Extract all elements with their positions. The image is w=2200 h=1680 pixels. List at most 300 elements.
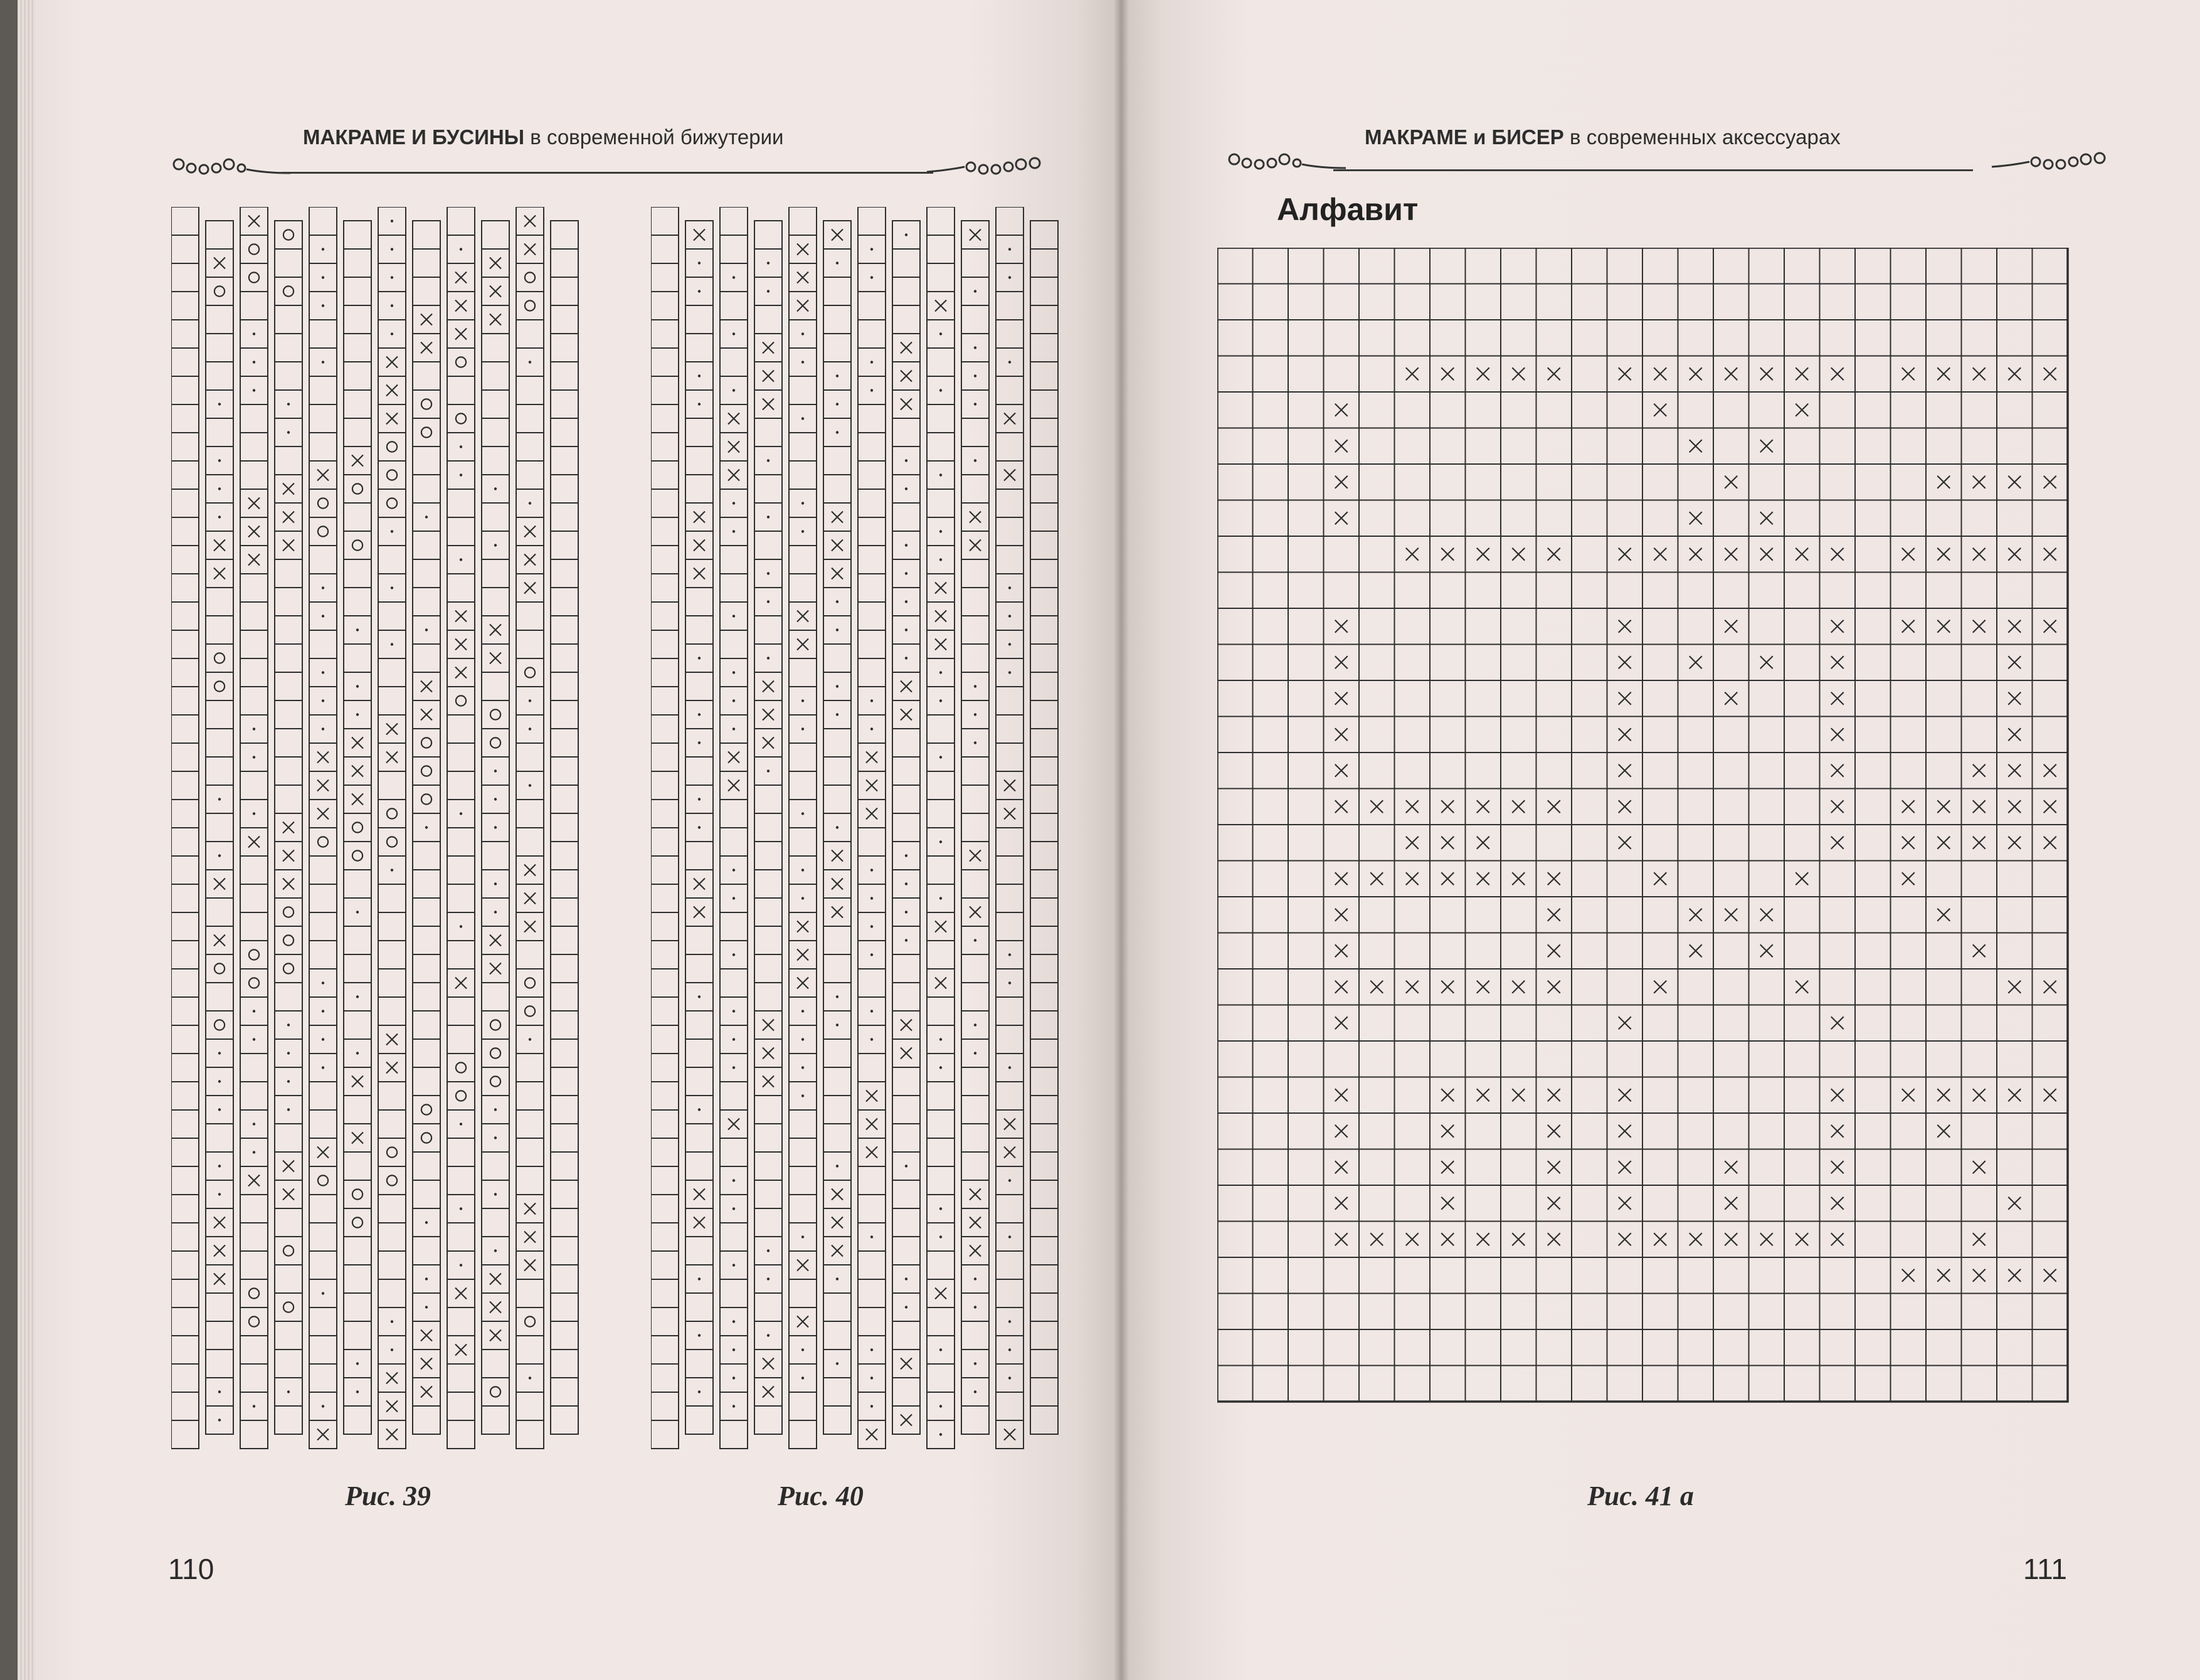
ring-mark xyxy=(214,653,225,663)
cross-mark xyxy=(1619,692,1631,705)
ring-mark xyxy=(456,1091,466,1101)
figure-39-pattern xyxy=(171,207,585,1467)
cross-mark xyxy=(1973,476,1986,489)
dot-mark xyxy=(732,1376,735,1379)
cross-mark xyxy=(490,1274,501,1285)
cross-mark xyxy=(763,1076,774,1087)
cross-mark xyxy=(1477,1233,1489,1245)
dot-mark xyxy=(732,530,735,532)
dot-mark xyxy=(836,262,838,264)
cross-mark xyxy=(935,921,946,932)
cross-mark xyxy=(1548,800,1560,813)
dot-mark xyxy=(391,304,393,307)
dot-mark xyxy=(870,1376,873,1379)
dot-mark xyxy=(767,769,769,772)
cross-mark xyxy=(1512,548,1525,561)
cross-mark xyxy=(1902,620,1915,633)
pattern-column xyxy=(754,221,782,1434)
cross-mark xyxy=(1619,1233,1631,1245)
ring-mark xyxy=(249,949,259,959)
cross-mark xyxy=(763,709,774,721)
dot-mark xyxy=(801,699,804,702)
ring-mark xyxy=(352,540,362,550)
cross-mark xyxy=(2044,620,2056,633)
dot-mark xyxy=(460,445,462,448)
cross-mark xyxy=(1795,872,1808,885)
dot-mark xyxy=(939,473,942,476)
dot-mark xyxy=(870,361,873,363)
cross-mark xyxy=(1335,1161,1348,1173)
dot-mark xyxy=(836,995,838,998)
pattern-column xyxy=(240,207,268,1449)
dot-mark xyxy=(698,995,701,998)
dot-mark xyxy=(391,643,393,645)
dot-mark xyxy=(253,1010,255,1012)
dot-mark xyxy=(253,332,255,335)
cross-mark xyxy=(797,611,808,622)
cross-mark xyxy=(901,1048,912,1059)
cross-mark xyxy=(1335,800,1348,813)
page-edges xyxy=(18,0,35,1680)
cross-mark xyxy=(214,540,225,551)
dot-mark xyxy=(460,1207,462,1210)
ring-mark xyxy=(249,978,259,988)
cross-mark xyxy=(797,272,808,283)
dot-mark xyxy=(1008,361,1011,363)
dot-mark xyxy=(939,1066,942,1069)
cross-mark xyxy=(1831,1089,1844,1101)
dot-mark xyxy=(698,403,701,405)
cross-mark xyxy=(1335,909,1348,921)
dot-mark xyxy=(218,1080,221,1082)
cross-mark xyxy=(1973,620,1986,633)
dot-mark xyxy=(801,1235,804,1238)
cross-mark xyxy=(1512,800,1525,813)
section-title: Алфавит xyxy=(1277,192,1419,227)
cross-mark xyxy=(1335,440,1348,452)
dot-mark xyxy=(425,515,428,518)
left-page-number: 110 xyxy=(168,1553,214,1585)
dot-mark xyxy=(939,1348,942,1351)
dot-mark xyxy=(939,1038,942,1040)
ring-mark xyxy=(456,695,466,705)
cross-mark xyxy=(1937,476,1950,489)
dot-mark xyxy=(253,1405,255,1407)
cross-mark xyxy=(352,1133,363,1144)
cross-mark xyxy=(1441,1125,1454,1138)
cross-mark xyxy=(1512,1089,1525,1101)
dot-mark xyxy=(905,1277,907,1280)
dot-mark xyxy=(218,459,221,462)
cross-mark xyxy=(1406,1233,1419,1245)
dot-mark xyxy=(870,1235,873,1238)
dot-mark xyxy=(974,1362,976,1365)
cross-mark xyxy=(1335,764,1348,777)
cross-mark xyxy=(1690,656,1702,668)
dot-mark xyxy=(905,1165,907,1167)
cross-mark xyxy=(970,1217,981,1228)
cross-mark xyxy=(524,526,536,537)
ring-mark xyxy=(456,1062,466,1072)
cross-mark xyxy=(2008,1269,2021,1282)
dot-mark xyxy=(767,459,769,462)
cross-mark xyxy=(283,1161,294,1172)
cross-mark xyxy=(763,342,774,354)
cross-mark xyxy=(1760,1233,1773,1245)
cross-mark xyxy=(2008,1089,2021,1101)
dot-mark xyxy=(836,431,838,433)
cross-mark xyxy=(1477,981,1489,993)
cross-mark xyxy=(901,1020,912,1031)
dot-mark xyxy=(870,1405,873,1407)
dot-mark xyxy=(287,1052,290,1054)
cross-mark xyxy=(1335,981,1348,993)
ring-mark xyxy=(318,1175,328,1185)
pattern-column xyxy=(789,207,817,1449)
cross-mark xyxy=(1690,367,1702,380)
cross-mark xyxy=(1725,692,1737,705)
dot-mark xyxy=(698,262,701,264)
dot-mark xyxy=(1008,671,1011,674)
dot-mark xyxy=(836,600,838,603)
cross-mark xyxy=(1831,548,1844,561)
dot-mark xyxy=(870,925,873,927)
ring-mark xyxy=(249,272,259,282)
cross-mark xyxy=(935,583,946,594)
dot-mark xyxy=(391,276,393,278)
cross-mark xyxy=(386,1062,398,1074)
ring-mark xyxy=(421,737,431,748)
left-page xyxy=(18,0,1120,1680)
cross-mark xyxy=(1548,909,1560,921)
figure-41a-alphabet-grid xyxy=(1217,248,2095,1449)
cross-mark xyxy=(317,752,329,763)
cross-mark xyxy=(1512,1233,1525,1245)
ring-mark xyxy=(283,1302,294,1312)
dot-mark xyxy=(905,1306,907,1308)
cross-mark xyxy=(1831,800,1844,813)
cross-mark xyxy=(1795,1233,1808,1245)
cross-mark xyxy=(1512,981,1525,993)
cross-mark xyxy=(1004,1147,1015,1158)
cross-mark xyxy=(2008,620,2021,633)
cross-mark xyxy=(524,216,536,227)
cross-mark xyxy=(1831,1197,1844,1210)
ring-mark xyxy=(352,1217,362,1227)
dot-mark xyxy=(732,953,735,956)
dot-mark xyxy=(974,403,976,405)
ring-mark xyxy=(525,272,535,282)
cross-mark xyxy=(1690,440,1702,452)
dot-mark xyxy=(425,628,428,631)
cross-mark xyxy=(1477,872,1489,885)
cross-mark xyxy=(832,1217,843,1228)
dot-mark xyxy=(939,1235,942,1238)
cross-mark xyxy=(1831,692,1844,705)
dot-mark xyxy=(356,628,359,631)
cross-mark xyxy=(1831,367,1844,380)
cross-mark xyxy=(1654,548,1666,561)
ring-mark xyxy=(421,1104,431,1114)
cross-mark xyxy=(1548,1125,1560,1138)
cross-mark xyxy=(728,752,739,763)
dot-mark xyxy=(836,826,838,828)
right-running-head xyxy=(1365,125,1841,149)
dot-mark xyxy=(253,1123,255,1125)
cross-mark xyxy=(386,1373,398,1384)
cross-mark xyxy=(1725,476,1737,489)
ring-mark xyxy=(421,794,431,804)
cross-mark xyxy=(728,413,739,425)
dot-mark xyxy=(836,374,838,377)
cross-mark xyxy=(901,399,912,410)
dot-mark xyxy=(732,1207,735,1210)
cross-mark xyxy=(2044,1269,2056,1282)
cross-mark xyxy=(1004,413,1015,425)
cross-mark xyxy=(1548,367,1560,380)
cross-mark xyxy=(2044,1089,2056,1101)
dot-mark xyxy=(253,756,255,758)
ring-mark xyxy=(490,1387,500,1397)
cross-mark xyxy=(1370,981,1383,993)
cross-mark xyxy=(1619,800,1631,813)
ring-mark xyxy=(490,1048,500,1058)
dot-mark xyxy=(218,515,221,518)
cross-mark xyxy=(283,540,294,551)
left-ornament-end-icon xyxy=(921,151,1046,182)
ring-mark xyxy=(421,399,431,409)
cross-mark xyxy=(866,808,877,820)
dot-mark xyxy=(322,699,324,702)
pattern-column xyxy=(516,207,544,1449)
cross-mark xyxy=(1760,512,1773,524)
cross-mark xyxy=(1725,1197,1737,1210)
dot-mark xyxy=(494,544,497,546)
dot-mark xyxy=(494,882,497,885)
cross-mark xyxy=(524,893,536,904)
cross-mark xyxy=(455,978,467,989)
dot-mark xyxy=(870,699,873,702)
cross-mark xyxy=(1831,620,1844,633)
dot-mark xyxy=(870,1038,873,1040)
dot-mark xyxy=(870,1010,873,1012)
dot-mark xyxy=(322,1405,324,1407)
dot-mark xyxy=(356,1390,359,1393)
cross-mark xyxy=(1477,800,1489,813)
cross-mark xyxy=(1335,512,1348,524)
cross-mark xyxy=(832,568,843,579)
left-ornament-start-icon xyxy=(171,151,297,182)
dot-mark xyxy=(974,1052,976,1054)
cross-mark xyxy=(866,1147,877,1158)
dot-mark xyxy=(322,1066,324,1069)
cross-mark xyxy=(1619,620,1631,633)
cross-mark xyxy=(728,470,739,481)
cross-mark xyxy=(1973,944,1986,957)
cross-mark xyxy=(1335,620,1348,633)
dot-mark xyxy=(870,869,873,871)
dot-mark xyxy=(698,657,701,659)
cross-mark xyxy=(970,230,981,241)
caption-figure-39: Рис. 39 xyxy=(345,1481,431,1511)
dot-mark xyxy=(905,487,907,490)
cross-mark xyxy=(386,357,398,368)
dot-mark xyxy=(529,784,531,786)
cross-mark xyxy=(455,272,467,283)
dot-mark xyxy=(322,248,324,250)
cross-mark xyxy=(421,314,432,325)
dot-mark xyxy=(698,713,701,716)
pattern-column xyxy=(309,207,337,1449)
dot-mark xyxy=(767,515,769,518)
cross-mark xyxy=(694,540,705,551)
cross-mark xyxy=(832,879,843,890)
cross-mark xyxy=(1973,800,1986,813)
dot-mark xyxy=(698,798,701,800)
cross-mark xyxy=(797,639,808,650)
dot-mark xyxy=(425,1306,428,1308)
ring-mark xyxy=(525,300,535,310)
gutter-shadow xyxy=(1114,0,1129,1680)
pattern-column xyxy=(171,207,199,1449)
cross-mark xyxy=(386,1401,398,1412)
cross-mark xyxy=(1973,548,1986,561)
cross-mark xyxy=(935,611,946,622)
dot-mark xyxy=(974,939,976,941)
dot-mark xyxy=(870,389,873,391)
dot-mark xyxy=(939,840,942,843)
cross-mark xyxy=(386,752,398,763)
dot-mark xyxy=(801,1376,804,1379)
dot-mark xyxy=(253,1151,255,1153)
cross-mark xyxy=(1335,872,1348,885)
dot-mark xyxy=(1008,1179,1011,1181)
dot-mark xyxy=(767,600,769,603)
cross-mark xyxy=(1335,1125,1348,1138)
left-running-head xyxy=(303,125,783,149)
cross-mark xyxy=(1548,1089,1560,1101)
cross-mark xyxy=(797,949,808,961)
dot-mark xyxy=(870,1348,873,1351)
cross-mark xyxy=(866,1429,877,1440)
dot-mark xyxy=(905,544,907,546)
dot-mark xyxy=(253,812,255,815)
cross-mark xyxy=(2008,692,2021,705)
cross-mark xyxy=(1441,800,1454,813)
dot-mark xyxy=(939,671,942,674)
dot-mark xyxy=(767,290,769,292)
dot-mark xyxy=(253,389,255,391)
cross-mark xyxy=(1441,1197,1454,1210)
dot-mark xyxy=(1008,953,1011,956)
dot-mark xyxy=(287,403,290,405)
cross-mark xyxy=(1937,1125,1950,1138)
dot-mark xyxy=(391,332,393,335)
dot-mark xyxy=(529,502,531,504)
dot-mark xyxy=(698,1277,701,1280)
cross-mark xyxy=(1831,1161,1844,1173)
cross-mark xyxy=(1477,367,1489,380)
cross-mark xyxy=(386,1034,398,1045)
cross-mark xyxy=(2008,800,2021,813)
cross-mark xyxy=(1760,548,1773,561)
cross-mark xyxy=(1477,548,1489,561)
pattern-column xyxy=(447,207,475,1449)
ring-mark xyxy=(249,1288,259,1298)
cross-mark xyxy=(901,1358,912,1370)
cross-mark xyxy=(1725,620,1737,633)
cross-mark xyxy=(2008,656,2021,668)
dot-mark xyxy=(253,727,255,730)
cross-mark xyxy=(763,1387,774,1398)
cross-mark xyxy=(1795,404,1808,416)
cross-mark xyxy=(352,794,363,805)
cross-mark xyxy=(832,850,843,862)
dot-mark xyxy=(732,671,735,674)
dot-mark xyxy=(974,459,976,462)
cross-mark xyxy=(1548,1161,1560,1173)
cross-mark xyxy=(1760,944,1773,957)
dot-mark xyxy=(870,276,873,278)
dot-mark xyxy=(905,600,907,603)
dot-mark xyxy=(836,1362,838,1365)
cross-mark xyxy=(1654,404,1666,416)
ring-mark xyxy=(456,413,466,423)
cross-mark xyxy=(1441,548,1454,561)
cross-mark xyxy=(524,1232,536,1243)
cross-mark xyxy=(1973,1161,1986,1173)
cross-mark xyxy=(248,498,260,509)
dot-mark xyxy=(767,262,769,264)
cross-mark xyxy=(1937,837,1950,849)
dot-mark xyxy=(425,826,428,828)
cross-mark xyxy=(455,329,467,340)
cross-mark xyxy=(1760,656,1773,668)
cross-mark xyxy=(694,1217,705,1228)
dot-mark xyxy=(870,727,873,730)
dot-mark xyxy=(356,1052,359,1054)
ring-mark xyxy=(283,907,294,917)
cross-mark xyxy=(1370,1233,1383,1245)
dot-mark xyxy=(1008,1320,1011,1323)
dot-mark xyxy=(356,911,359,913)
cross-mark xyxy=(2008,548,2021,561)
dot-mark xyxy=(322,1010,324,1012)
right-page xyxy=(1120,0,2200,1680)
cross-mark xyxy=(1902,548,1915,561)
cross-mark xyxy=(1690,1233,1702,1245)
dot-mark xyxy=(460,812,462,815)
dot-mark xyxy=(218,487,221,490)
cross-mark xyxy=(283,822,294,833)
cross-mark xyxy=(970,907,981,918)
ring-mark xyxy=(525,978,535,988)
cross-mark xyxy=(1477,1089,1489,1101)
dot-mark xyxy=(356,713,359,716)
cross-mark xyxy=(2008,728,2021,741)
cross-mark xyxy=(421,1330,432,1341)
ring-mark xyxy=(318,498,328,508)
dot-mark xyxy=(1008,643,1011,645)
cross-mark xyxy=(1654,367,1666,380)
cross-mark xyxy=(248,554,260,566)
cross-mark xyxy=(728,1119,739,1130)
dot-mark xyxy=(218,1418,221,1421)
left-running-head-rest: в современной бижутерии xyxy=(524,125,784,149)
cross-mark xyxy=(1831,1125,1844,1138)
cross-mark xyxy=(248,1175,260,1186)
dot-mark xyxy=(218,1052,221,1054)
